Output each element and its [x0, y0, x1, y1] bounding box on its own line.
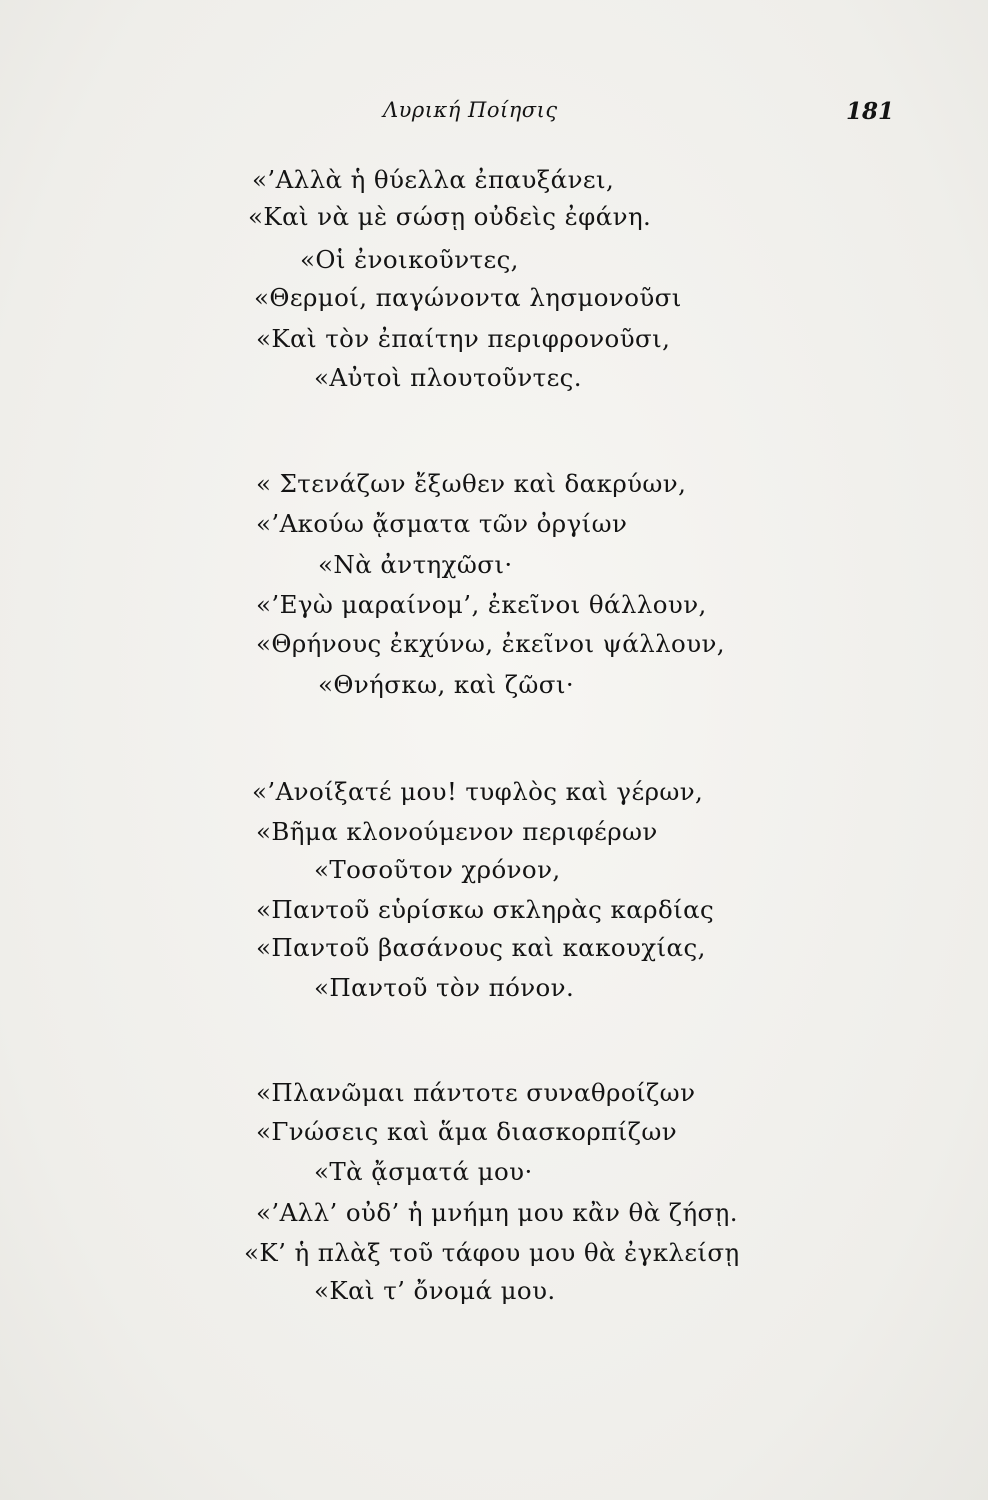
verse-line: «’Ακούω ᾄσματα τῶν ὀργίων	[256, 509, 628, 538]
verse-line: «Καὶ νὰ μὲ σώσῃ οὐδεὶς ἐφάνη.	[248, 202, 652, 231]
verse-line: «Κ’ ἡ πλὰξ τοῦ τάφου μου θὰ ἐγκλείσῃ	[244, 1238, 740, 1267]
verse-line: «Καὶ τ’ ὄνομά μου.	[314, 1276, 556, 1305]
verse-line: «’Εγὼ μαραίνομ’, ἐκεῖνοι θάλλουν,	[256, 590, 707, 619]
verse-line: «Γνώσεις καὶ ἅμα διασκορπίζων	[256, 1117, 677, 1146]
page-number: 181	[846, 98, 895, 125]
verse-line: «Πλανῶμαι πάντοτε συναθροίζων	[256, 1078, 696, 1107]
verse-line: «Θνήσκω, καὶ ζῶσι·	[318, 670, 575, 699]
verse-line: «Θερμοί, παγώνοντα λησμονοῦσι	[254, 283, 682, 312]
verse-line: «Θρήνους ἐκχύνω, ἐκεῖνοι ψάλλουν,	[256, 629, 725, 658]
verse-line: «Τὰ ᾄσματά μου·	[314, 1157, 533, 1186]
verse-line: «Παντοῦ βασάνους καὶ κακουχίας,	[256, 933, 706, 962]
verse-line: «Οἱ ἐνοικοῦντες,	[300, 245, 519, 274]
verse-line: «Νὰ ἀντηχῶσι·	[318, 550, 513, 579]
verse-line: «’Αλλὰ ἡ θύελλα ἐπαυξάνει,	[252, 165, 615, 194]
verse-line: « Στενάζων ἔξωθεν καὶ δακρύων,	[256, 469, 687, 498]
running-title: Λυρική Ποίησις	[383, 98, 558, 122]
verse-line: «Τοσοῦτον χρόνον,	[314, 855, 561, 884]
verse-line: «Αὐτοὶ πλουτοῦντες.	[314, 363, 582, 392]
verse-line: «’Ανοίξατέ μου! τυφλὸς καὶ γέρων,	[252, 777, 704, 806]
verse-line: «Παντοῦ εὑρίσκω σκληρὰς καρδίας	[256, 895, 715, 924]
verse-line: «Βῆμα κλονούμενον περιφέρων	[256, 817, 658, 846]
verse-line: «’Αλλ’ οὐδ’ ἡ μνήμη μου κἂν θὰ ζήσῃ.	[256, 1198, 738, 1227]
verse-line: «Παντοῦ τὸν πόνον.	[314, 973, 575, 1002]
verse-line: «Καὶ τὸν ἐπαίτην περιφρονοῦσι,	[256, 324, 671, 353]
